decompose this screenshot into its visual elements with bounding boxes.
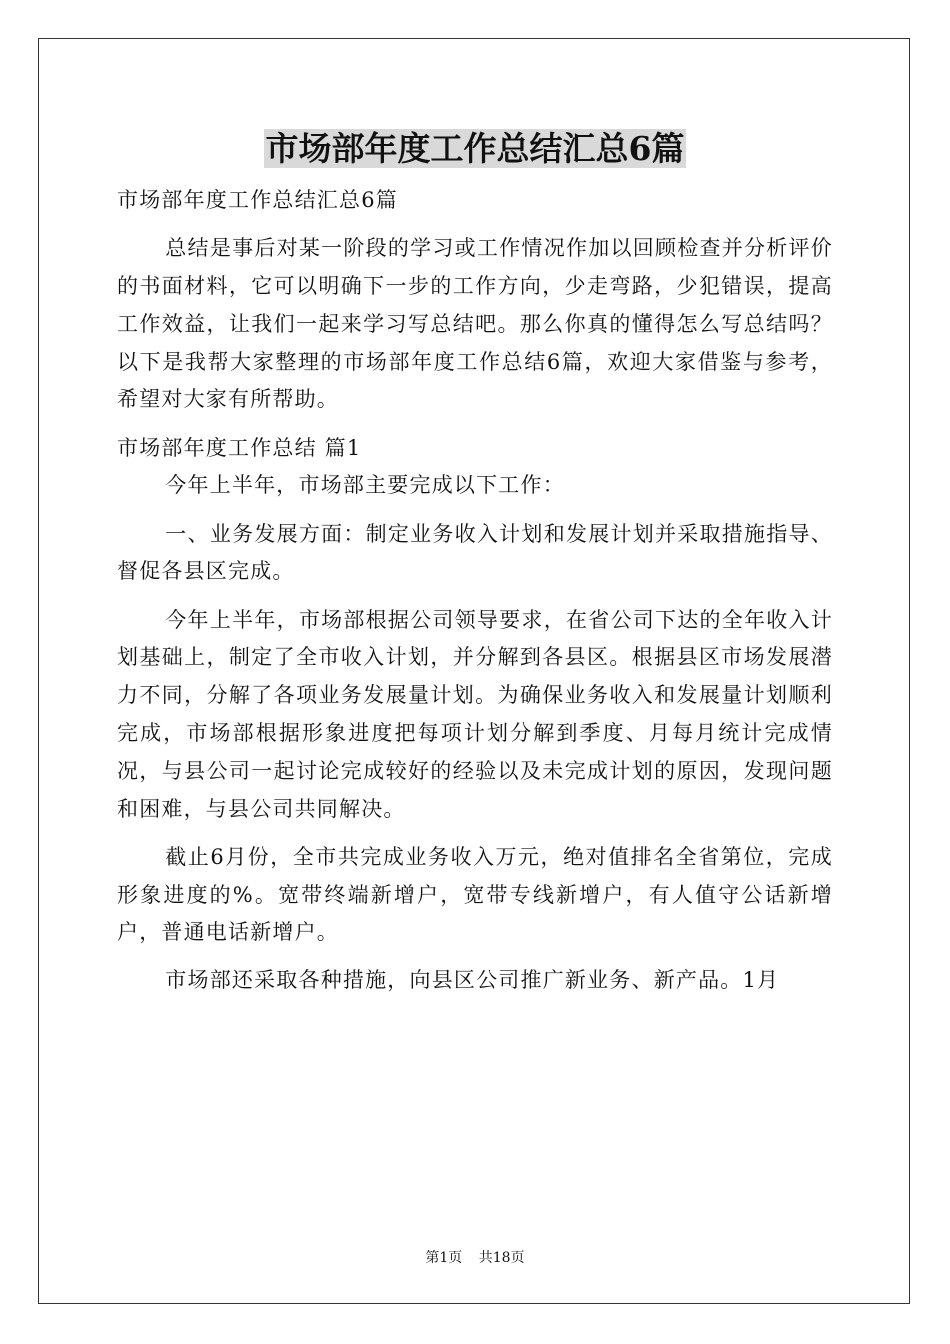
page-footer bbox=[0, 1247, 950, 1267]
body-paragraph: 今年上半年，市场部主要完成以下工作： bbox=[165, 473, 565, 498]
page-number: 第1页 bbox=[425, 1250, 463, 1266]
document-body bbox=[117, 182, 833, 1000]
body-paragraph: 一、业务发展方面：制定业务收入计划和发展计划并采取措施指导、督促各县区完成。 bbox=[117, 521, 833, 584]
page-total: 共18页 bbox=[478, 1250, 525, 1266]
intro-paragraph: 总结是事后对某一阶段的学习或工作情况作加以回顾检查并分析评价的书面材料，它可以明确下一步的工作方向，少走弯路，少犯错误，提高工作效益，让我们一起来学习写总结吧。那么你真的懂得怎么写总结吗？以下是我帮大家整理的市场部年度工作总结6篇，欢迎大家借鉴与参考，希望对大家有所帮助。 bbox=[117, 236, 833, 412]
section-heading: 市场部年度工作总结 篇1 bbox=[117, 435, 362, 460]
body-paragraph: 今年上半年，市场部根据公司领导要求，在省公司下达的全年收入计划基础上，制定了全市收入计划，并分解到各县区。根据县区市场发展潜力不同，分解了各项业务发展量计划。为确保业务收入和发展量计划顺利完成，市场部根据形象进度把每项计划分解到季度、月每月统计完成情况，与县公司一起讨论完成较好的经验以及未完成计划的原因，发现问题和困难，与县公司共同解决。 bbox=[117, 607, 833, 821]
body-paragraph: 市场部还采取各种措施，向县区公司推广新业务、新产品。1月 bbox=[165, 968, 780, 993]
document-title bbox=[0, 128, 950, 170]
document-title-text: 市场部年度工作总结汇总6篇 bbox=[265, 129, 685, 168]
body-paragraph: 截止6月份，全市共完成业务收入万元，绝对值排名全省第位，完成形象进度的%。宽带终端新增户，宽带专线新增户，有人值守公话新增户，普通电话新增户。 bbox=[117, 844, 833, 945]
intro-line: 市场部年度工作总结汇总6篇 bbox=[117, 188, 398, 212]
